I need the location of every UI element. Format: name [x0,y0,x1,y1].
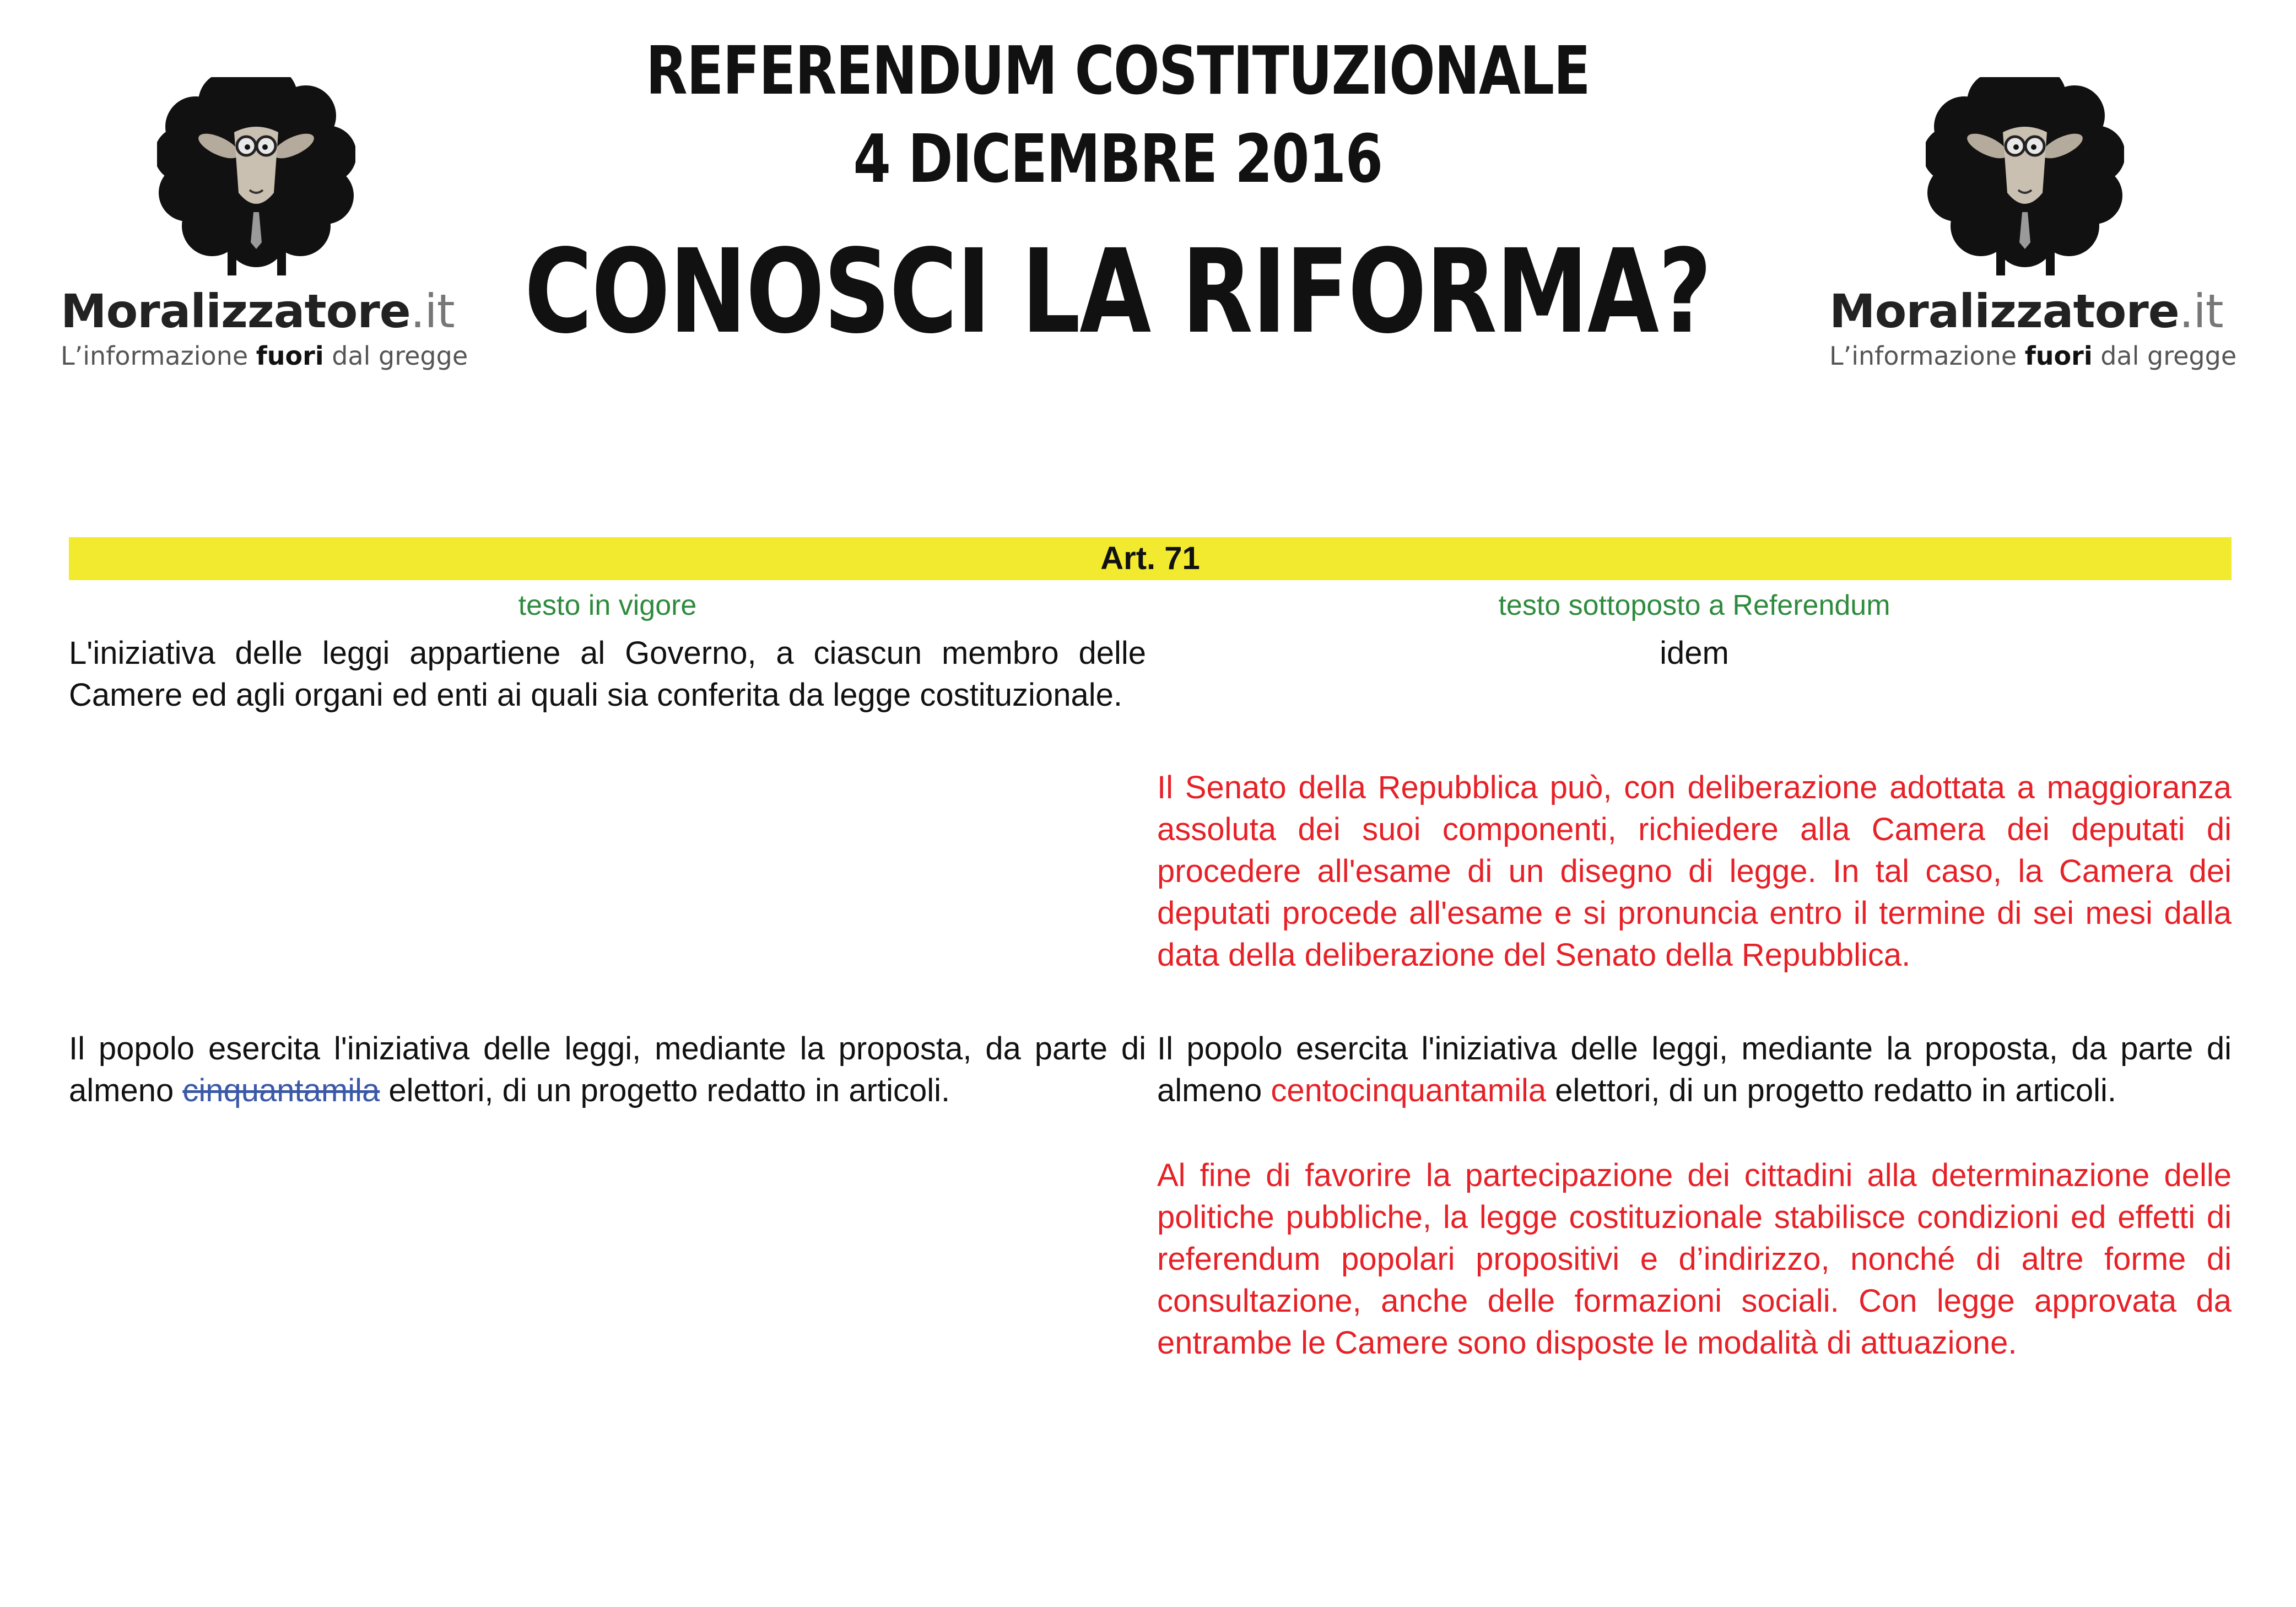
subtitle-line-2: 4 DICEMBRE 2016 [853,121,1382,198]
main-title: CONOSCI LA RIFORMA? [524,224,1711,359]
brand-tagline: L’informazione fuori dal gregge [1829,341,2237,371]
brand-name: Moralizzatore.it [1829,284,2223,338]
logo-right [1829,77,2237,375]
current-text-paragraph-3: Il popolo esercita l'iniziativa delle leggi, mediante la proposta, da parte di almeno cinquantamila elettori, di un progetto redatto in articoli. [69,1031,1146,1108]
article-heading: Art. 71 [69,537,2232,580]
logo-left [61,77,468,375]
referendum-text-paragraph-4: Al fine di favorire la partecipazione dei cittadini alla determinazione delle politiche pubbliche, la legge costituzionale stabilisce condizioni ed effetti di referendum popolari propositivi e d’indirizzo, nonché di altre forme di consultazione, anche delle formazioni sociali. Con legge approvata da entrambe le Camere sono disposte le modalità di attuazione. [1157,1157,2232,1361]
subtitle-line-1: REFERENDUM COSTITUZIONALE [645,33,1590,110]
current-text-paragraph-1: L'iniziativa delle leggi appartiene al Governo, a ciascun membro delle Camere ed agli organi ed enti ai quali sia conferita da legge costituzionale. [69,635,1146,713]
referendum-text-paragraph-3: Il popolo esercita l'iniziativa delle leggi, mediante la proposta, da parte di almeno centocinquantamila elettori, di un progetto redatto in articoli. [1157,1031,2232,1108]
struck-word: cinquantamila [182,1073,380,1108]
page-header [0,0,2296,419]
column-title-referendum: testo sottoposto a Referendum [1498,589,1890,621]
sheep-icon [157,77,355,281]
sheep-icon [1926,77,2124,281]
brand-name: Moralizzatore.it [61,284,455,338]
referendum-text-idem: idem [1660,635,1729,671]
changed-word: centocinquantamila [1271,1073,1547,1108]
referendum-text-paragraph-2: Il Senato della Repubblica può, con deliberazione adottata a maggioranza assoluta dei suoi componenti, richiedere alla Camera dei deputati di procedere all'esame di un disegno di legge. In tal caso, la Camera dei deputati procede all'esame e si pronuncia entro il termine di sei mesi dalla data della deliberazione del Senato della Repubblica. [1157,770,2232,973]
column-title-current: testo in vigore [518,589,697,621]
brand-tagline: L’informazione fuori dal gregge [61,341,468,371]
